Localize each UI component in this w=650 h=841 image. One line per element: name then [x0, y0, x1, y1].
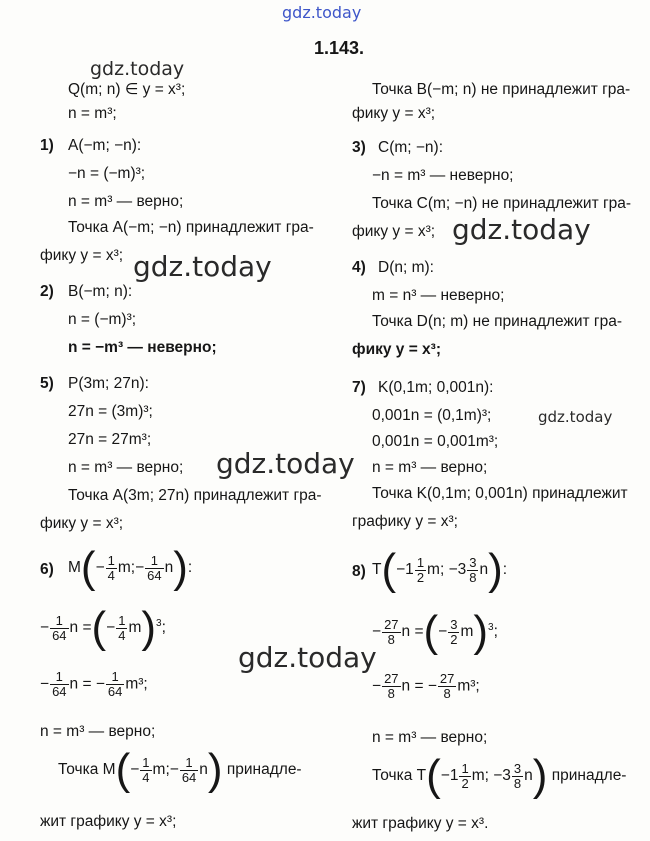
watermark: gdz.today	[238, 641, 377, 674]
text-line: фику y = x³;	[352, 223, 436, 240]
text-line: n = m³ — верно;	[68, 193, 184, 210]
watermark: gdz.today	[538, 408, 613, 426]
text-line: K(0,1m; 0,001n):	[378, 379, 494, 396]
text-line: n = −m³ — неверно;	[68, 339, 217, 356]
item-number: 1)	[40, 137, 54, 154]
text-line: Точка D(n; m) не принадлежит гра-	[372, 313, 622, 330]
text-line: A(−m; −n):	[68, 137, 142, 154]
fraction: $\frac{27}{8}$	[384, 616, 399, 647]
watermark: gdz.today	[133, 250, 272, 283]
watermark: gdz.today	[216, 447, 355, 480]
text-line: Точка K(0,1m; 0,001n) принадлежит	[372, 485, 628, 502]
fraction: $\frac{1}{64}$	[181, 754, 197, 785]
text-line: D(n; m):	[378, 259, 434, 276]
fraction: $\frac{1}{2}$	[461, 760, 469, 791]
fraction: $\frac{1}{2}$	[416, 554, 425, 585]
text-line: Точка A(3m; 27n) принадлежит гра-	[68, 487, 322, 504]
text-line: C(m; −n):	[378, 139, 444, 156]
fraction: $\frac{3}{2}$	[450, 616, 458, 647]
text-line: Точка B(−m; n) не принадлежит гра-	[372, 81, 631, 98]
text-line: фику y = x³;	[352, 341, 442, 358]
text-line: P(3m; 27n):	[68, 375, 149, 392]
item-number: 7)	[352, 379, 366, 396]
text-line: 0,001n = 0,001m³;	[372, 433, 499, 450]
item-number: 4)	[352, 259, 366, 276]
text-line: фику y = x³;	[352, 105, 436, 122]
fraction: $\frac{1}{4}$	[118, 612, 126, 643]
text-line: n = (−m)³;	[68, 311, 137, 328]
fraction: $\frac{1}{64}$	[147, 552, 162, 583]
fraction: $\frac{3}{8}$	[469, 554, 477, 585]
text-line: жит графику y = x³.	[352, 815, 489, 832]
text-line: n = m³ — верно;	[68, 459, 184, 476]
text-line: фику y = x³;	[40, 247, 124, 264]
problem-number: 1.143.	[314, 38, 365, 58]
text-line: Точка A(−m; −n) принадлежит гра-	[68, 219, 314, 236]
formula-line: T(−1 $\frac{1}{2}$ m; −3 $\frac{3}{8}$ n):	[372, 545, 508, 594]
text-line: n = m³ — верно;	[40, 723, 156, 740]
text-line: фику y = x³;	[40, 515, 124, 532]
formula-line: − $\frac{27}{8}$ n = − $\frac{27}{8}$ m³;	[372, 671, 480, 701]
text-line: B(−m; n):	[68, 283, 133, 300]
item-number: 3)	[352, 139, 366, 156]
text-line: 27n = (3m)³;	[68, 403, 153, 420]
fraction: $\frac{27}{8}$	[384, 671, 399, 701]
fraction: $\frac{1}{4}$	[107, 552, 115, 583]
formula-line: Точка M(− $\frac{1}{4}$ m;− $\frac{1}{64}$ n) принадле-	[58, 745, 302, 794]
fraction: $\frac{1}{64}$	[52, 612, 67, 643]
text-line: 0,001n = (0,1m)³;	[372, 407, 492, 424]
text-line: n = m³;	[68, 105, 117, 122]
text-line: Точка C(m; −n) не принадлежит гра-	[372, 195, 632, 212]
item-number: 5)	[40, 375, 54, 392]
formula-line: − $\frac{1}{64}$ n = − $\frac{1}{64}$ m³;	[40, 669, 148, 699]
text-line: 27n = 27m³;	[68, 431, 152, 448]
watermark: gdz.today	[452, 213, 591, 246]
fraction: $\frac{1}{64}$	[52, 669, 67, 699]
fraction: $\frac{27}{8}$	[439, 671, 455, 701]
text-line: жит графику y = x³;	[40, 813, 177, 830]
fraction: $\frac{1}{64}$	[107, 669, 123, 699]
item-number: 6)	[40, 561, 54, 578]
item-number: 2)	[40, 283, 54, 300]
text-line: −n = (−m)³;	[68, 165, 146, 182]
formula-line: − $\frac{1}{64}$ n =(− $\frac{1}{4}$ m)$^3$;	[40, 603, 166, 652]
text-line: графику y = x³;	[352, 513, 458, 530]
item-number: 8)	[352, 563, 366, 580]
text-line: −n = m³ — неверно;	[372, 167, 514, 184]
text-line: m = n³ — неверно;	[372, 287, 505, 304]
formula-line: Точка T(−1 $\frac{1}{2}$ m; −3 $\frac{3}{8}$ n) принадле-	[372, 751, 627, 800]
fraction: $\frac{1}{4}$	[142, 754, 150, 785]
text-line: n = m³ — верно;	[372, 459, 488, 476]
formula-line: − $\frac{27}{8}$ n =(− $\frac{3}{2}$ m)$^3$;	[372, 607, 498, 656]
text-line: n = m³ — верно;	[372, 729, 488, 746]
fraction: $\frac{3}{8}$	[513, 760, 522, 791]
formula-line: M(− $\frac{1}{4}$ m;− $\frac{1}{64}$ n):	[68, 543, 193, 592]
watermark: gdz.today	[90, 58, 185, 80]
watermark-top: gdz.today	[282, 3, 362, 22]
text-line: Q(m; n) ∈ y = x³;	[68, 81, 186, 98]
